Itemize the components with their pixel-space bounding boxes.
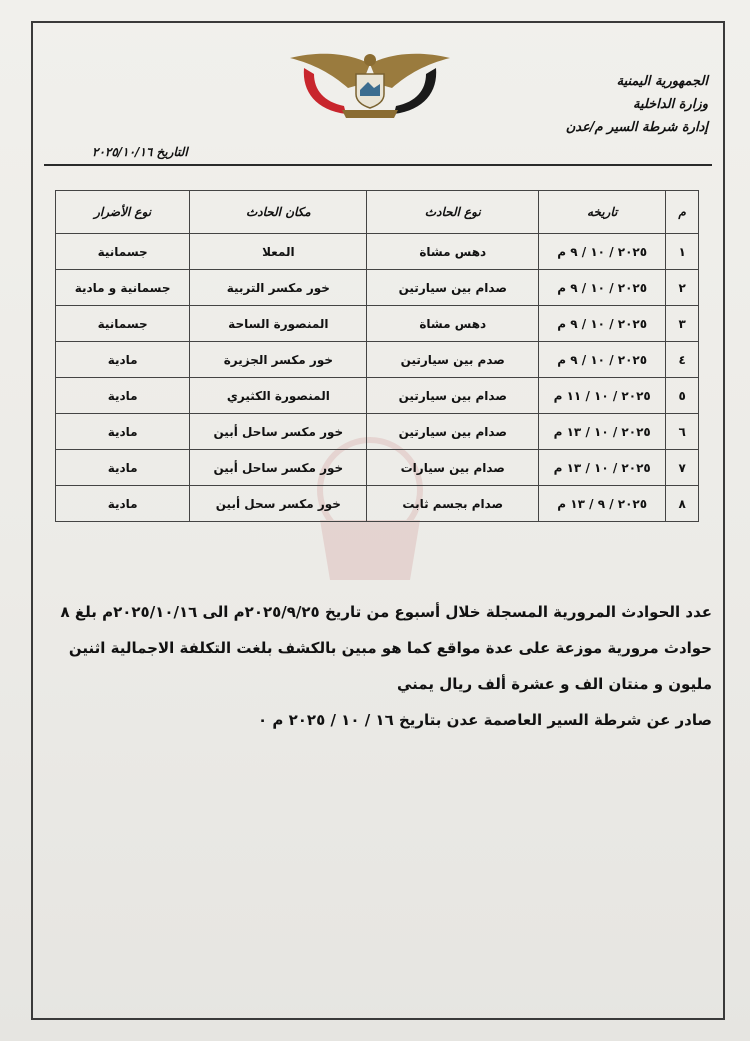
cell-place: خور مكسر الجزيرة xyxy=(190,342,367,378)
table-row xyxy=(56,306,699,342)
table-row xyxy=(56,378,699,414)
table-row xyxy=(56,450,699,486)
cell-number: ٢ xyxy=(666,270,699,306)
cell-damage: مادية xyxy=(56,414,190,450)
cell-damage: مادية xyxy=(56,378,190,414)
cell-type: صدم بين سيارتين xyxy=(367,342,539,378)
table-row xyxy=(56,486,699,522)
cell-date: ٢٠٢٥ / ١٠ / ٩ م xyxy=(539,306,666,342)
cell-type: صدام بجسم ثابت xyxy=(367,486,539,522)
cell-number: ٤ xyxy=(666,342,699,378)
cell-damage: مادية xyxy=(56,342,190,378)
cell-place: المعلا xyxy=(190,234,367,270)
header-line-department: إدارة شرطة السير م/عدن xyxy=(565,120,708,135)
cell-date: ٢٠٢٥ / ١٠ / ٩ م xyxy=(539,234,666,270)
cell-place: المنصورة الكثيري xyxy=(190,378,367,414)
summary-line: عدد الحوادث المرورية المسجلة خلال أسبوع من تاريخ ٢٠٢٥/٩/٢٥م الى ٢٠٢٥/١٠/١٦م بلغ ٨ xyxy=(60,603,712,621)
cell-date: ٢٠٢٥ / ١٠ / ١١ م xyxy=(539,378,666,414)
table-row xyxy=(56,342,699,378)
cell-damage: جسمانية xyxy=(56,234,190,270)
cell-damage: جسمانية xyxy=(56,306,190,342)
cell-date: ٢٠٢٥ / ١٠ / ٩ م xyxy=(539,342,666,378)
summary-line: صادر عن شرطة السير العاصمة عدن بتاريخ ١٦ / ١٠ / ٢٠٢٥ م ٠ xyxy=(258,711,712,729)
header-line-ministry: وزارة الداخلية xyxy=(632,97,708,112)
header-line-republic: الجمهورية اليمنية xyxy=(616,74,708,89)
col-header-date: تاريخه xyxy=(539,191,666,234)
summary-line: مليون و منتان الف و عشرة ألف ريال يمني xyxy=(396,675,712,693)
yemen-eagle-emblem xyxy=(282,44,458,124)
document-date: التاريخ ٢٠٢٥/١٠/١٦ xyxy=(92,145,188,159)
cell-date: ٢٠٢٥ / ١٠ / ١٣ م xyxy=(539,450,666,486)
col-header-place: مكان الحادث xyxy=(190,191,367,234)
cell-number: ٣ xyxy=(666,306,699,342)
cell-number: ٥ xyxy=(666,378,699,414)
col-header-damage: نوع الأضرار xyxy=(56,191,190,234)
cell-type: صدام بين سيارتين xyxy=(367,270,539,306)
header-divider xyxy=(44,164,712,166)
cell-date: ٢٠٢٥ / ١٠ / ٩ م xyxy=(539,270,666,306)
cell-type: صدام بين سيارتين xyxy=(367,414,539,450)
incidents-table xyxy=(55,190,699,522)
col-header-number: م xyxy=(666,191,699,234)
cell-place: خور مكسر سحل أبين xyxy=(190,486,367,522)
cell-date: ٢٠٢٥ / ٩ / ١٣ م xyxy=(539,486,666,522)
cell-place: خور مكسر ساحل أبين xyxy=(190,450,367,486)
cell-number: ٦ xyxy=(666,414,699,450)
cell-date: ٢٠٢٥ / ١٠ / ١٣ م xyxy=(539,414,666,450)
table-row xyxy=(56,270,699,306)
cell-damage: جسمانية و مادية xyxy=(56,270,190,306)
cell-number: ١ xyxy=(666,234,699,270)
table-header-row xyxy=(56,191,699,234)
cell-type: دهس مشاة xyxy=(367,306,539,342)
col-header-type: نوع الحادث xyxy=(367,191,539,234)
cell-type: صدام بين سيارات xyxy=(367,450,539,486)
issuer-header xyxy=(488,70,708,139)
cell-damage: مادية xyxy=(56,450,190,486)
summary-line: حوادث مرورية موزعة على عدة مواقع كما هو مبين بالكشف بلغت التكلفة الاجمالية اثنين xyxy=(68,639,712,657)
summary-paragraph xyxy=(40,594,712,738)
cell-number: ٧ xyxy=(666,450,699,486)
table-row xyxy=(56,414,699,450)
cell-place: المنصورة الساحة xyxy=(190,306,367,342)
cell-damage: مادية xyxy=(56,486,190,522)
cell-place: خور مكسر التربية xyxy=(190,270,367,306)
cell-place: خور مكسر ساحل أبين xyxy=(190,414,367,450)
cell-type: دهس مشاة xyxy=(367,234,539,270)
table-row xyxy=(56,234,699,270)
cell-type: صدام بين سيارتين xyxy=(367,378,539,414)
cell-number: ٨ xyxy=(666,486,699,522)
